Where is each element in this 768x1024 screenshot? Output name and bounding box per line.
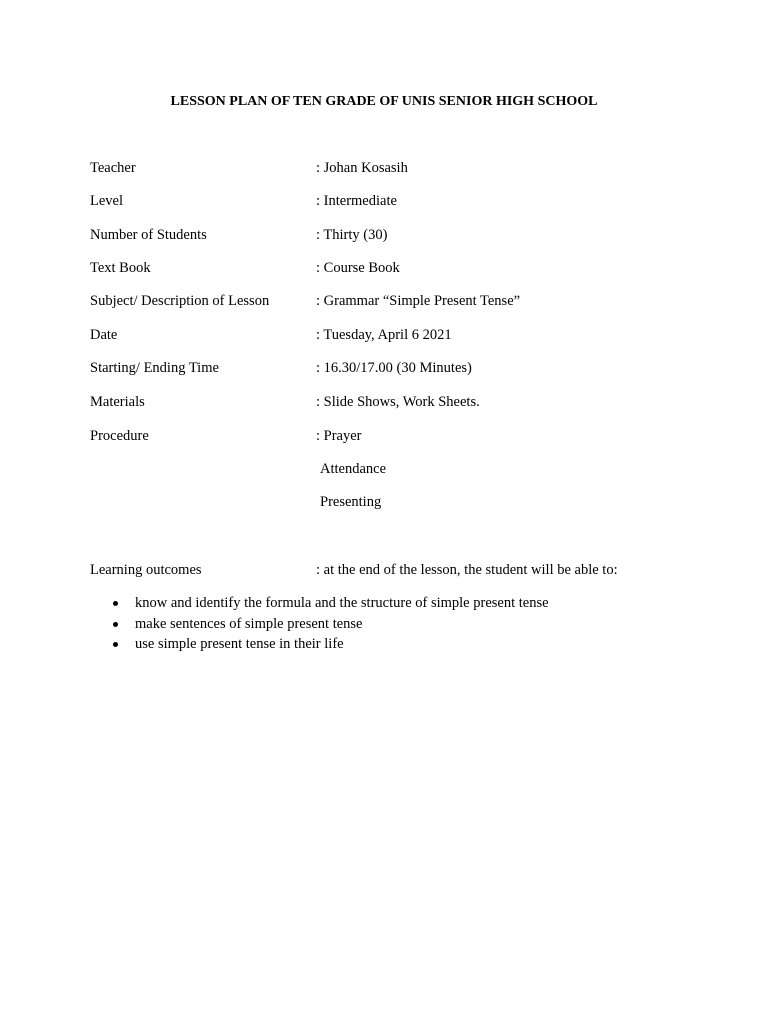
learning-outcomes-label: Learning outcomes [90,562,202,578]
bullet-icon [113,622,118,627]
detail-label: Materials [90,394,145,410]
detail-label: Text Book [90,260,151,276]
learning-outcomes-list [110,593,549,655]
list-item-text: use simple present tense in their life [135,636,344,652]
bullet-icon [113,601,118,606]
detail-row-subject [90,291,710,311]
detail-row-level [90,191,710,211]
detail-value: : 16.30/17.00 (30 Minutes) [316,360,472,376]
procedure-step-presenting: Presenting [320,494,382,510]
detail-label: Number of Students [90,227,207,243]
detail-value: : Course Book [316,260,400,276]
detail-value: : Slide Shows, Work Sheets. [316,394,480,410]
detail-label: Procedure [90,428,149,444]
detail-row-materials [90,392,710,412]
detail-label: Level [90,193,124,209]
list-item-text: make sentences of simple present tense [135,615,363,632]
detail-row-text-book [90,258,710,278]
detail-value: : Johan Kosasih [316,160,408,176]
bullet-icon [113,642,118,647]
learning-outcomes-row [90,560,710,580]
detail-value: : Tuesday, April 6 2021 [316,327,452,343]
list-item [110,593,549,614]
detail-label: Teacher [90,160,136,176]
detail-row-number-of-students [90,225,710,245]
detail-value: : Thirty (30) [316,227,388,243]
detail-row-date [90,325,710,345]
list-item [110,614,549,635]
detail-row-teacher [90,158,710,178]
procedure-step-attendance: Attendance [320,461,387,477]
detail-value: : Intermediate [316,193,397,209]
detail-row-time [90,358,710,378]
detail-label: Starting/ Ending Time [90,360,219,376]
detail-value: : Prayer [316,428,362,444]
list-item [110,634,549,655]
detail-row-procedure [90,426,710,446]
detail-label: Date [90,327,118,343]
learning-outcomes-intro: : at the end of the lesson, the student will be able to: [316,562,618,578]
detail-label: Subject/ Description of Lesson [90,293,270,309]
detail-value: : Grammar “Simple Present Tense” [316,293,521,309]
document-title: LESSON PLAN OF TEN GRADE OF UNIS SENIOR HIGH SCHOOL [170,94,598,109]
list-item-text: know and identify the formula and the structure of simple present tense [135,595,549,611]
